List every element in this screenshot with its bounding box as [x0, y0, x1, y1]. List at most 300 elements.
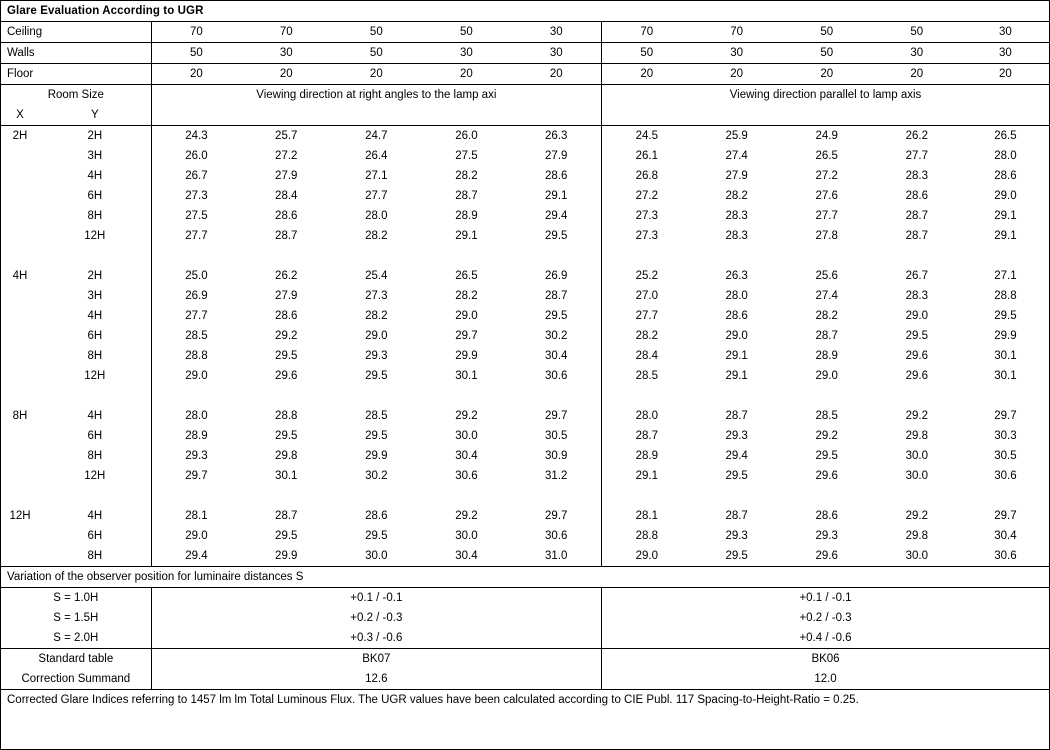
- walls-value: 30: [511, 43, 601, 64]
- ugr-value: 27.7: [185, 230, 208, 242]
- ugr-value: 30.2: [511, 326, 601, 346]
- ugr-value: 24.3: [185, 130, 208, 142]
- ugr-value: 29.2: [455, 410, 478, 422]
- ugr-value: 28.7: [275, 230, 298, 242]
- y-label: 12H: [39, 466, 151, 486]
- ugr-value: 30.6: [962, 546, 1049, 567]
- ugr-value: 25.9: [725, 130, 748, 142]
- group-spacer: [1, 386, 1049, 406]
- ugr-value: 28.7: [725, 410, 748, 422]
- variation-header: Variation of the observer position for luminaire distances S: [1, 567, 1049, 588]
- ugr-value: 28.2: [455, 290, 478, 302]
- table-row: [1, 186, 1049, 206]
- floor-value: 20: [962, 64, 1049, 85]
- y-label: 6H: [39, 426, 151, 446]
- variation-row: [1, 608, 1049, 628]
- y-label: 8H: [39, 206, 151, 226]
- ugr-value: 29.8: [905, 430, 928, 442]
- ugr-value: 29.4: [725, 450, 748, 462]
- ugr-value: 27.7: [635, 310, 658, 322]
- ugr-value: 27.7: [905, 150, 928, 162]
- ugr-value: 29.0: [185, 370, 208, 382]
- walls-value: 30: [872, 43, 962, 64]
- ugr-value: 26.3: [511, 126, 601, 147]
- ugr-value: 25.2: [635, 270, 658, 282]
- y-label: 6H: [39, 526, 151, 546]
- ugr-value: 28.2: [725, 190, 748, 202]
- table-row: [1, 226, 1049, 246]
- y-label: 3H: [39, 286, 151, 306]
- ugr-value: 30.3: [994, 430, 1017, 442]
- ugr-value: 29.5: [994, 310, 1017, 322]
- ugr-value: 27.4: [725, 150, 748, 162]
- ugr-value: 30.0: [455, 430, 478, 442]
- table-row: [1, 286, 1049, 306]
- ugr-value: 28.2: [365, 230, 388, 242]
- ugr-value: 27.4: [815, 290, 838, 302]
- ugr-value: 27.2: [275, 150, 298, 162]
- variation-left-value: +0.1 / -0.1: [151, 588, 601, 609]
- ugr-value: 29.6: [905, 370, 928, 382]
- ugr-value: 30.0: [455, 530, 478, 542]
- ugr-value: 30.6: [511, 526, 601, 546]
- ugr-value: 27.1: [994, 270, 1017, 282]
- ugr-value: 27.2: [815, 170, 838, 182]
- ugr-value: 28.3: [905, 290, 928, 302]
- ugr-value: 28.0: [994, 150, 1017, 162]
- ugr-value: 28.2: [815, 310, 838, 322]
- ugr-value: 29.5: [365, 530, 388, 542]
- ugr-value: 29.4: [511, 206, 601, 226]
- standard-table-label: Standard table: [1, 649, 151, 670]
- ugr-value: 26.5: [455, 270, 478, 282]
- variation-right-value: +0.1 / -0.1: [799, 592, 852, 604]
- ugr-value: 25.6: [815, 270, 838, 282]
- ugr-value: 27.1: [365, 170, 388, 182]
- ugr-value: 29.7: [994, 510, 1017, 522]
- ugr-value: 27.3: [185, 190, 208, 202]
- ugr-value: 30.0: [331, 546, 421, 567]
- table-row: [1, 166, 1049, 186]
- floor-value: 20: [782, 64, 872, 85]
- ugr-value: 28.5: [185, 330, 208, 342]
- viewing-direction-parallel-header: Viewing direction parallel to lamp axis: [729, 89, 922, 101]
- ugr-value: 28.4: [275, 190, 298, 202]
- variation-label: S = 1.5H: [1, 608, 151, 628]
- ugr-value: 29.3: [725, 430, 748, 442]
- row-label-walls: Walls: [1, 43, 151, 64]
- ugr-value: 29.7: [994, 410, 1017, 422]
- ugr-value: 27.5: [455, 150, 478, 162]
- ugr-value: 26.7: [185, 170, 208, 182]
- floor-value: 20: [421, 64, 511, 85]
- floor-value: 20: [151, 64, 241, 85]
- ugr-value: 29.1: [455, 230, 478, 242]
- y-label: 6H: [39, 186, 151, 206]
- ugr-value: 28.8: [994, 290, 1017, 302]
- ugr-value: 28.0: [365, 210, 388, 222]
- ugr-value: 29.2: [905, 410, 928, 422]
- ugr-value: 24.9: [815, 130, 838, 142]
- ugr-value: 28.7: [511, 286, 601, 306]
- ugr-value: 28.7: [275, 510, 298, 522]
- title-row: [1, 1, 1049, 22]
- ugr-value: 29.0: [455, 310, 478, 322]
- ugr-value: 28.6: [511, 166, 601, 186]
- ugr-value: 29.9: [994, 330, 1017, 342]
- ugr-value: 28.3: [725, 230, 748, 242]
- viewing-direction-right-angles-header: Viewing direction at right angles to the lamp axi: [151, 85, 601, 106]
- ugr-value: 26.7: [905, 270, 928, 282]
- ugr-value: 30.0: [905, 450, 928, 462]
- ugr-value: 29.0: [602, 546, 692, 567]
- ugr-value: 28.9: [635, 450, 658, 462]
- ugr-value: 29.2: [455, 510, 478, 522]
- ugr-value: 26.8: [635, 170, 658, 182]
- footer-note: Corrected Glare Indices referring to 1457 lm lm Total Luminous Flux. The UGR values have been calculated according to CIE Publ. 117 Spacing-to-Height-Ratio = 0.25.: [7, 694, 859, 706]
- y-label: 6H: [39, 326, 151, 346]
- ugr-value: 28.6: [365, 510, 388, 522]
- x-label: 2H: [12, 130, 28, 142]
- standard-table-row: [1, 649, 1049, 670]
- table-row: [1, 446, 1049, 466]
- ugr-value: 28.7: [455, 190, 478, 202]
- ugr-value: 28.3: [725, 210, 748, 222]
- walls-value: 30: [421, 43, 511, 64]
- ugr-value: 28.2: [635, 330, 658, 342]
- ugr-value: 28.5: [815, 410, 838, 422]
- table-row: [1, 326, 1049, 346]
- ugr-value: 28.6: [905, 190, 928, 202]
- axis-label-row: [1, 105, 1049, 126]
- floor-value: 20: [602, 64, 692, 85]
- group-spacer: [1, 486, 1049, 506]
- y-label: 4H: [39, 306, 151, 326]
- ugr-value: 27.9: [725, 170, 748, 182]
- y-label: 8H: [39, 446, 151, 466]
- ugr-value: 29.5: [365, 430, 388, 442]
- axis-label-x: X: [1, 105, 39, 126]
- ugr-value: 27.7: [365, 190, 388, 202]
- ceiling-value: 70: [692, 22, 782, 43]
- table-row: [1, 206, 1049, 226]
- ugr-value: 26.0: [455, 130, 478, 142]
- ugr-value: 29.1: [994, 210, 1017, 222]
- ugr-value: 28.7: [815, 330, 838, 342]
- ugr-value: 29.9: [455, 350, 478, 362]
- table-row: [1, 406, 1049, 426]
- ugr-value: 28.5: [635, 370, 658, 382]
- y-label: 12H: [39, 226, 151, 246]
- ugr-value: 27.8: [815, 230, 838, 242]
- ugr-value: 26.2: [905, 130, 928, 142]
- ugr-value: 25.0: [185, 270, 208, 282]
- ugr-value: 30.2: [365, 470, 388, 482]
- ugr-value: 29.8: [905, 530, 928, 542]
- reflectance-row-walls: [1, 43, 1049, 64]
- correction-summand-row: [1, 669, 1049, 690]
- ugr-table: [1, 1, 1049, 710]
- ugr-value: 26.0: [185, 150, 208, 162]
- reflectance-row-ceiling: [1, 22, 1049, 43]
- y-label: 12H: [39, 366, 151, 386]
- ugr-value: 26.1: [635, 150, 658, 162]
- ugr-value: 30.9: [511, 446, 601, 466]
- ugr-value: 30.5: [994, 450, 1017, 462]
- ugr-value: 25.4: [365, 270, 388, 282]
- ugr-value: 29.5: [815, 450, 838, 462]
- ugr-value: 30.4: [511, 346, 601, 366]
- ugr-value: 28.8: [275, 410, 298, 422]
- ugr-value: 27.3: [365, 290, 388, 302]
- ugr-value: 28.6: [275, 310, 298, 322]
- variation-right-value: +0.2 / -0.3: [799, 612, 852, 624]
- ugr-value: 28.3: [905, 170, 928, 182]
- ceiling-value: 70: [151, 22, 241, 43]
- ugr-value: 28.6: [994, 170, 1017, 182]
- ugr-value: 28.0: [185, 410, 208, 422]
- ugr-value: 27.3: [635, 210, 658, 222]
- variation-row: [1, 588, 1049, 609]
- ugr-value: 28.7: [725, 510, 748, 522]
- y-label: 2H: [39, 126, 151, 147]
- ugr-value: 29.5: [692, 546, 782, 567]
- footer-row: [1, 690, 1049, 711]
- ugr-value: 29.3: [815, 530, 838, 542]
- ugr-value: 27.9: [511, 146, 601, 166]
- ugr-value: 28.6: [275, 210, 298, 222]
- ugr-value: 26.5: [815, 150, 838, 162]
- ugr-value: 27.9: [275, 290, 298, 302]
- ugr-value: 29.7: [511, 406, 601, 426]
- table-row: [1, 126, 1049, 147]
- ugr-value: 25.7: [275, 130, 298, 142]
- ugr-value: 29.6: [815, 470, 838, 482]
- ugr-value: 30.1: [275, 470, 298, 482]
- row-label-floor: Floor: [1, 64, 151, 85]
- ugr-value: 28.2: [455, 170, 478, 182]
- ugr-value: 26.9: [185, 290, 208, 302]
- floor-value: 20: [331, 64, 421, 85]
- y-label: 4H: [39, 166, 151, 186]
- ugr-value: 29.1: [635, 470, 658, 482]
- ugr-value: 26.9: [511, 266, 601, 286]
- walls-value: 30: [962, 43, 1049, 64]
- correction-summand-left-value: 12.6: [151, 669, 601, 690]
- table-row: [1, 366, 1049, 386]
- ugr-value: 29.0: [815, 370, 838, 382]
- variation-left-value: +0.2 / -0.3: [151, 608, 601, 628]
- ugr-value: 27.0: [635, 290, 658, 302]
- ugr-value: 28.0: [725, 290, 748, 302]
- table-row: [1, 346, 1049, 366]
- ugr-value: 30.4: [994, 530, 1017, 542]
- ceiling-value: 70: [241, 22, 331, 43]
- ugr-value: 30.6: [455, 470, 478, 482]
- ugr-value: 27.7: [185, 310, 208, 322]
- ugr-value: 30.1: [994, 370, 1017, 382]
- ugr-value: 29.6: [905, 350, 928, 362]
- ugr-value: 29.5: [905, 330, 928, 342]
- x-label: 8H: [12, 410, 28, 422]
- ugr-value: 24.5: [635, 130, 658, 142]
- table-row: [1, 266, 1049, 286]
- ugr-value: 27.7: [815, 210, 838, 222]
- ugr-value: 28.8: [635, 530, 658, 542]
- ugr-value: 29.0: [994, 190, 1017, 202]
- ugr-value: 29.1: [725, 370, 748, 382]
- ugr-value: 26.3: [725, 270, 748, 282]
- table-row: [1, 146, 1049, 166]
- ugr-value: 28.4: [635, 350, 658, 362]
- ugr-value: 29.4: [151, 546, 241, 567]
- ceiling-value: 50: [331, 22, 421, 43]
- ugr-value: 29.2: [815, 430, 838, 442]
- ugr-value: 28.6: [815, 510, 838, 522]
- table-row: [1, 546, 1049, 567]
- ugr-value: 27.6: [815, 190, 838, 202]
- floor-value: 20: [511, 64, 601, 85]
- standard-table-left-value: BK07: [151, 649, 601, 670]
- ugr-value: 29.6: [275, 370, 298, 382]
- ugr-value: 30.4: [421, 546, 511, 567]
- ugr-value: 27.5: [185, 210, 208, 222]
- ugr-value: 29.5: [511, 226, 601, 246]
- ugr-value: 29.3: [185, 450, 208, 462]
- ugr-value: 30.4: [455, 450, 478, 462]
- ugr-value: 29.0: [365, 330, 388, 342]
- table-row: [1, 306, 1049, 326]
- ugr-value: 29.5: [275, 350, 298, 362]
- ugr-value: 29.0: [725, 330, 748, 342]
- row-label-ceiling: Ceiling: [1, 22, 151, 43]
- table-row: [1, 526, 1049, 546]
- ugr-value: 28.0: [635, 410, 658, 422]
- ugr-value: 24.7: [365, 130, 388, 142]
- variation-left-value: +0.3 / -0.6: [151, 628, 601, 649]
- ugr-value: 28.7: [905, 230, 928, 242]
- ugr-value: 30.6: [511, 366, 601, 386]
- variation-label: S = 2.0H: [1, 628, 151, 649]
- y-label: 8H: [39, 546, 151, 567]
- ugr-value: 29.2: [905, 510, 928, 522]
- y-label: 2H: [39, 266, 151, 286]
- ugr-value: 29.5: [275, 530, 298, 542]
- ugr-value: 29.7: [455, 330, 478, 342]
- y-label: 4H: [39, 506, 151, 526]
- ugr-value: 28.9: [455, 210, 478, 222]
- ugr-value: 28.9: [815, 350, 838, 362]
- ugr-value: 29.8: [275, 450, 298, 462]
- ugr-value: 30.6: [994, 470, 1017, 482]
- y-label: 8H: [39, 346, 151, 366]
- y-label: 3H: [39, 146, 151, 166]
- ugr-value: 29.3: [365, 350, 388, 362]
- ceiling-value: 30: [511, 22, 601, 43]
- reflectance-row-floor: [1, 64, 1049, 85]
- ugr-value: 28.7: [635, 430, 658, 442]
- ugr-value: 29.7: [511, 506, 601, 526]
- floor-value: 20: [241, 64, 331, 85]
- floor-value: 20: [692, 64, 782, 85]
- floor-value: 20: [872, 64, 962, 85]
- ugr-value: 30.0: [905, 470, 928, 482]
- ugr-value: 30.5: [511, 426, 601, 446]
- ugr-value: 28.6: [725, 310, 748, 322]
- walls-value: 30: [241, 43, 331, 64]
- table-row: [1, 466, 1049, 486]
- ugr-value: 28.2: [365, 310, 388, 322]
- correction-summand-right-value: 12.0: [602, 669, 1049, 690]
- walls-value: 30: [692, 43, 782, 64]
- ugr-value: 29.5: [365, 370, 388, 382]
- correction-summand-label: Correction Summand: [1, 669, 151, 690]
- table-row: [1, 426, 1049, 446]
- ugr-value: 27.3: [635, 230, 658, 242]
- ugr-value: 27.9: [275, 170, 298, 182]
- ugr-value: 29.5: [511, 306, 601, 326]
- ugr-value: 29.6: [782, 546, 872, 567]
- room-size-header: Room Size: [1, 85, 151, 106]
- ugr-value: 29.0: [185, 530, 208, 542]
- ugr-value: 29.5: [725, 470, 748, 482]
- walls-value: 50: [602, 43, 692, 64]
- ugr-value: 30.1: [455, 370, 478, 382]
- ugr-value: 28.1: [185, 510, 208, 522]
- variation-label: S = 1.0H: [1, 588, 151, 609]
- variation-row: [1, 628, 1049, 649]
- ceiling-value: 50: [872, 22, 962, 43]
- ugr-value: 29.1: [725, 350, 748, 362]
- ceiling-value: 70: [602, 22, 692, 43]
- ceiling-value: 50: [782, 22, 872, 43]
- ugr-value: 29.7: [185, 470, 208, 482]
- ugr-value: 29.0: [905, 310, 928, 322]
- ugr-value: 26.5: [994, 130, 1017, 142]
- ugr-value: 30.1: [994, 350, 1017, 362]
- ugr-value: 31.2: [511, 466, 601, 486]
- ugr-value: 29.2: [275, 330, 298, 342]
- group-spacer: [1, 246, 1049, 266]
- ugr-value: 29.1: [511, 186, 601, 206]
- ceiling-value: 50: [421, 22, 511, 43]
- ugr-value: 28.9: [185, 430, 208, 442]
- axis-label-y: Y: [39, 105, 151, 126]
- y-label: 4H: [39, 406, 151, 426]
- ugr-value: 29.3: [725, 530, 748, 542]
- x-label: 12H: [9, 510, 31, 522]
- ugr-value: 28.8: [185, 350, 208, 362]
- walls-value: 50: [331, 43, 421, 64]
- ugr-value: 29.9: [241, 546, 331, 567]
- ugr-value: 28.1: [635, 510, 658, 522]
- variation-right-value: +0.4 / -0.6: [602, 628, 1049, 649]
- ugr-value: 28.5: [365, 410, 388, 422]
- walls-value: 50: [151, 43, 241, 64]
- standard-table-right-value: BK06: [811, 653, 840, 665]
- ugr-value: 29.9: [365, 450, 388, 462]
- walls-value: 50: [782, 43, 872, 64]
- table-row: [1, 506, 1049, 526]
- variation-header-row: [1, 567, 1049, 588]
- ugr-value: 26.2: [275, 270, 298, 282]
- page-title: Glare Evaluation According to UGR: [1, 1, 1049, 22]
- ugr-value: 28.7: [905, 210, 928, 222]
- ugr-value: 29.5: [275, 430, 298, 442]
- ugr-value: 31.0: [511, 546, 601, 567]
- ugr-value: 30.0: [872, 546, 962, 567]
- ugr-value: 29.1: [994, 230, 1017, 242]
